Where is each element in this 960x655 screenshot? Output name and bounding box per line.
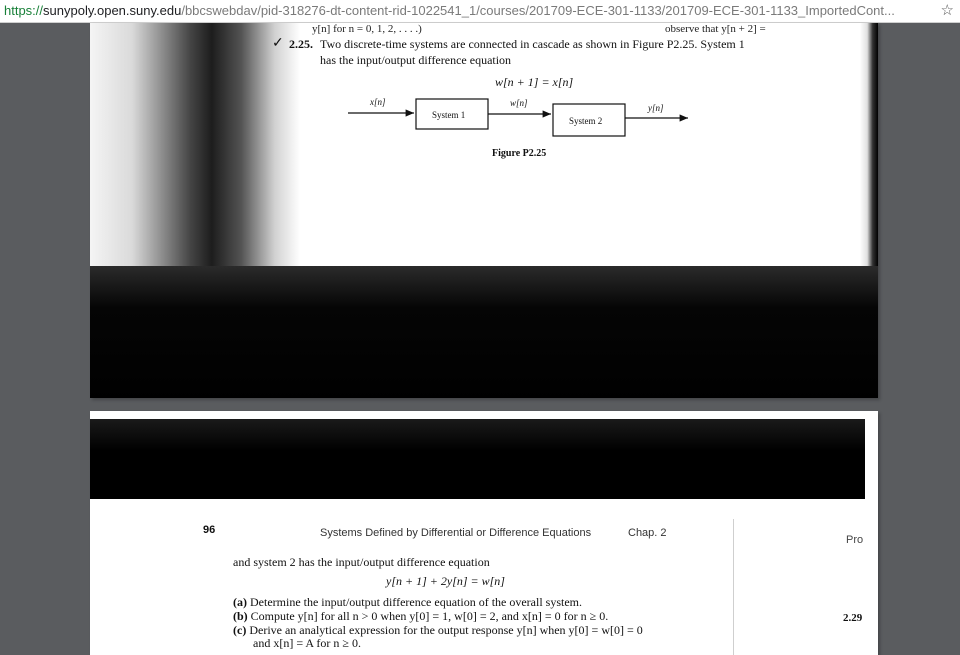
problem-text-line-2: has the input/output difference equation [320,53,512,67]
item-c-text-line-2: and x[n] = A for n ≥ 0. [253,636,362,650]
address-bar[interactable] [0,0,960,23]
page-shadow [90,23,300,268]
previous-problem-fragment: y[n] for n = 0, 1, 2, . . . .) [312,23,422,35]
item-c-label: (c) [233,623,247,637]
url-path: /bbcswebdav/pid-318276-dt-content-rid-1022541_1/courses/201709-ECE-301-1133/201709-ECE-301-1133_ImportedCont... [181,3,895,18]
item-b [233,609,608,624]
input-label: x[n] [370,97,386,107]
figure-caption: Figure P2.25 [492,148,547,159]
page-number: 96 [203,524,216,536]
page-fold-line [733,519,734,655]
bookmark-star-icon[interactable]: ☆ [940,2,954,19]
scan-shadow [90,266,878,398]
system1-label: System 1 [432,110,466,120]
chapter-label: Chap. 2 [628,527,667,539]
side-problem-number: 2.29 [843,612,863,624]
document-page-2 [90,411,878,655]
problem-number: 2.25. [289,37,313,51]
system1-equation: w[n + 1] = x[n] [495,75,574,89]
item-c-text-line-1: Derive an analytical expression for the output response y[n] when y[0] = w[0] = 0 [249,623,643,637]
url-host: sunypoly.open.suny.edu [43,3,182,18]
system2-equation: y[n + 1] + 2y[n] = w[n] [386,574,505,588]
document-page-1 [90,23,878,398]
cascade-block-diagram [348,93,698,143]
system2-label: System 2 [569,116,603,126]
side-header: Pro [846,534,864,546]
item-a [233,595,582,610]
previous-problem-fragment-right: observe that y[n + 2] = [665,23,766,35]
item-b-text: Compute y[n] for all n > 0 when y[0] = 1, w[0] = 2, and x[n] = 0 for n ≥ 0. [250,609,609,623]
page-edge-shadow [860,23,878,283]
item-b-label: (b) [233,609,248,623]
check-mark-icon: ✓ [272,36,284,51]
problem-text-line-1: Two discrete-time systems are connected in cascade as shown in Figure P2.25. System 1 [320,37,745,51]
item-a-text: Determine the input/output difference equation of the overall system. [250,595,583,609]
scan-shadow-top [90,419,865,499]
output-label: y[n] [648,103,664,113]
running-header: Systems Defined by Differential or Difference Equations [320,527,592,539]
middle-label: w[n] [510,98,528,108]
problem-continuation: and system 2 has the input/output difference equation [233,555,490,569]
item-a-label: (a) [233,595,247,609]
url-scheme: https:// [4,3,44,18]
